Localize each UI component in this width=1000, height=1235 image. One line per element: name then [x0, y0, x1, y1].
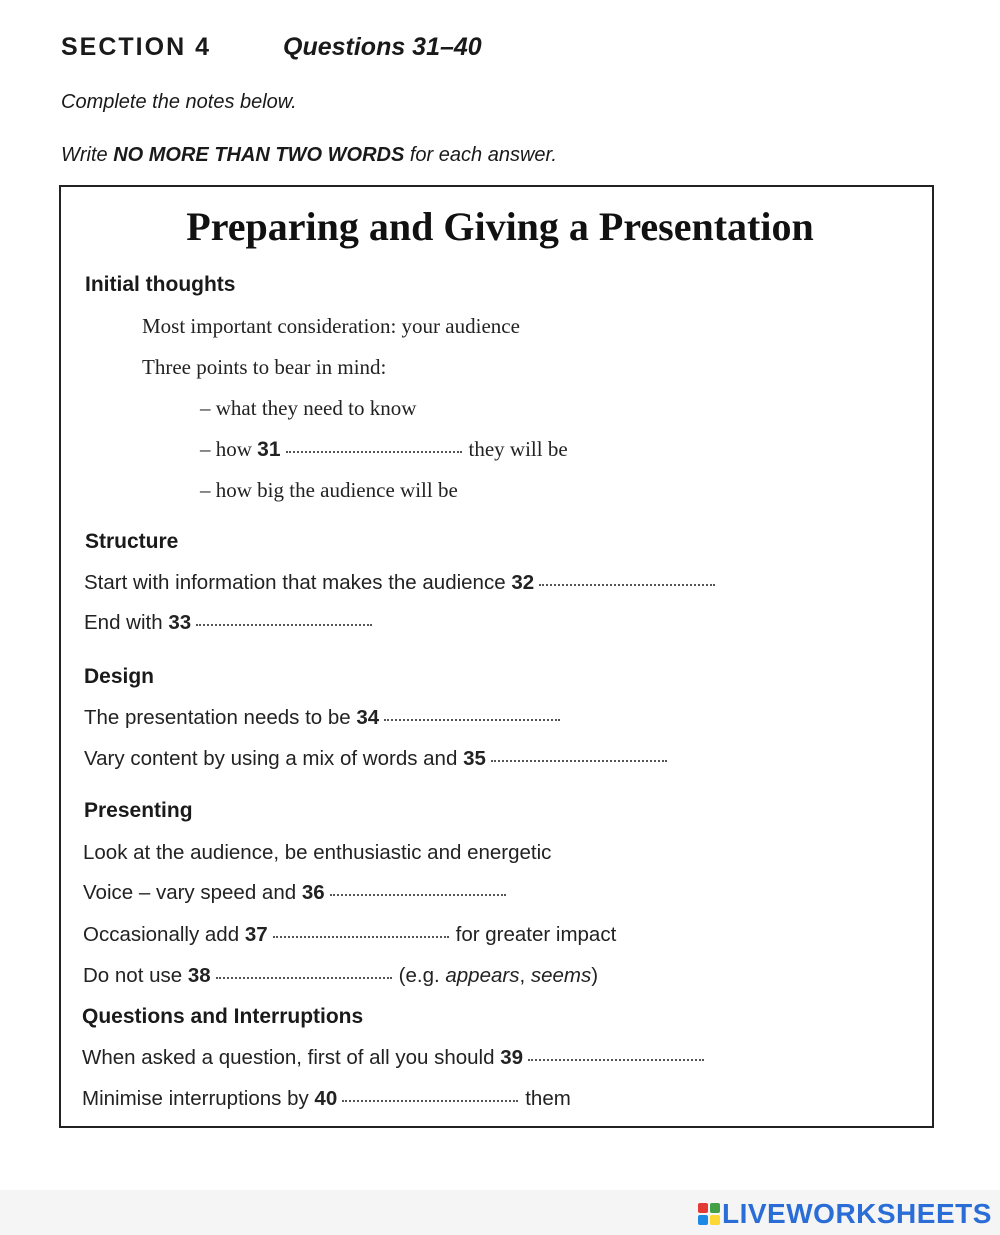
liveworksheets-brand[interactable]: LIVEWORKSHEETS: [722, 1198, 992, 1229]
initial-bullet-1: – what they need to know: [200, 396, 417, 420]
initial-line-2: Three points to bear in mind:: [142, 355, 387, 379]
answer-blank-39[interactable]: [528, 1058, 704, 1061]
question-number-34: 34: [356, 706, 380, 729]
instruction-word-limit: Write NO MORE THAN TWO WORDS for each answer.: [61, 144, 557, 166]
answer-blank-37[interactable]: [273, 935, 449, 938]
heading-questions-interruptions: Questions and Interruptions: [82, 1005, 364, 1028]
answer-blank-32[interactable]: [539, 583, 715, 586]
questions-range: Questions 31–40: [283, 33, 482, 61]
answer-blank-31[interactable]: [286, 450, 462, 453]
question-number-33: 33: [168, 611, 192, 634]
answer-blank-35[interactable]: [491, 759, 667, 762]
questions-line-1: When asked a question, first of all you should 39: [82, 1046, 711, 1070]
questions-line-2: Minimise interruptions by 40 them: [82, 1087, 571, 1110]
initial-bullet-3: – how big the audience will be: [200, 478, 458, 502]
answer-blank-38[interactable]: [216, 976, 392, 979]
heading-initial-thoughts: Initial thoughts: [85, 273, 236, 296]
question-number-38: 38: [187, 964, 211, 987]
structure-line-1: Start with information that makes the audience 32: [84, 571, 722, 595]
notes-title: Preparing and Giving a Presentation: [186, 204, 814, 249]
instruction-complete: Complete the notes below.: [61, 91, 297, 113]
answer-blank-40[interactable]: [342, 1099, 518, 1102]
initial-line-1: Most important consideration: your audience: [142, 314, 520, 338]
design-line-1: The presentation needs to be 34: [84, 706, 567, 730]
question-number-32: 32: [511, 571, 535, 594]
presenting-line-2: Voice – vary speed and 36: [83, 881, 513, 905]
presenting-line-3: Occasionally add 37 for greater impact: [83, 923, 617, 946]
presenting-line-1: Look at the audience, be enthusiastic and energetic: [83, 841, 552, 864]
answer-blank-34[interactable]: [384, 718, 560, 721]
heading-presenting: Presenting: [84, 799, 193, 822]
structure-line-2: End with 33: [84, 611, 379, 635]
question-number-35: 35: [463, 747, 486, 770]
heading-design: Design: [84, 665, 155, 688]
answer-blank-36[interactable]: [330, 893, 506, 896]
liveworksheets-logo-icon: [698, 1203, 720, 1225]
question-number-36: 36: [301, 881, 325, 904]
question-number-37: 37: [244, 923, 268, 946]
question-number-31: 31: [257, 438, 281, 461]
heading-structure: Structure: [85, 530, 179, 553]
question-number-40: 40: [314, 1087, 338, 1110]
design-line-2: Vary content by using a mix of words and 35: [84, 747, 674, 771]
question-number-39: 39: [500, 1046, 524, 1069]
presenting-line-4: Do not use 38 (e.g. appears, seems): [83, 964, 599, 987]
answer-blank-33[interactable]: [196, 623, 372, 626]
initial-bullet-2: – how 31 they will be: [200, 437, 568, 461]
section-title: SECTION 4: [61, 33, 211, 61]
